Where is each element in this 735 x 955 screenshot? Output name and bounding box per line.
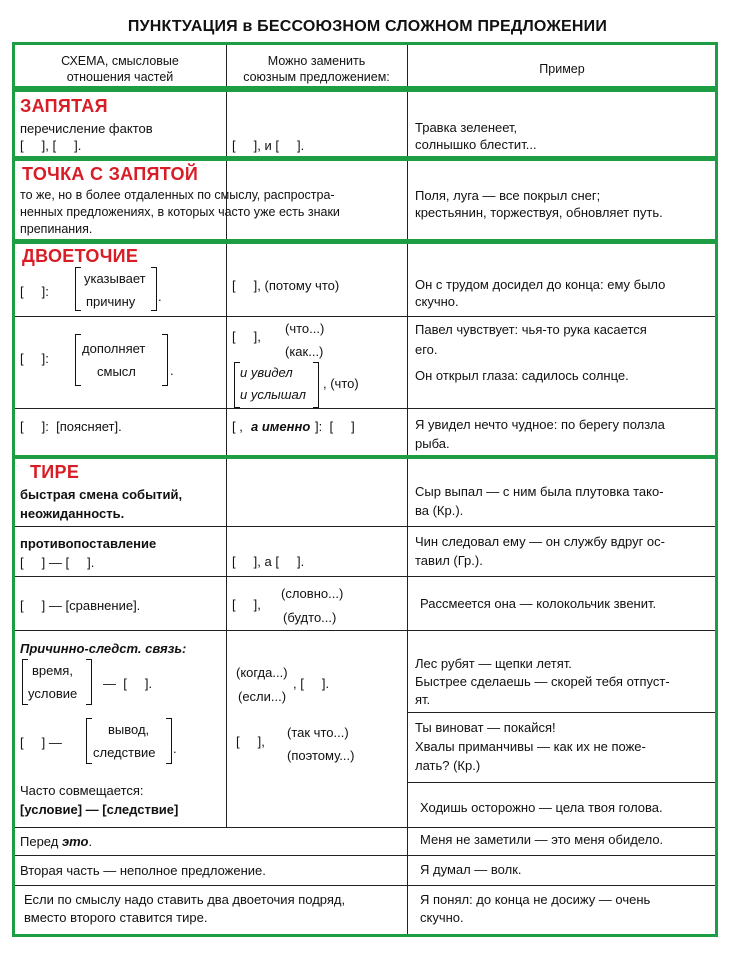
dash-r5-before: [ ] — — [20, 735, 62, 750]
dash-r7-desc — [20, 833, 92, 850]
colon-r3-example-1: Я увидел нечто чудное: по берегу ползла — [415, 417, 665, 432]
dash-title: ТИРЕ — [30, 462, 80, 482]
colon-r2-example-3: Он открыл глаза: садилось солнце. — [415, 368, 629, 383]
dash-r5-example-2: Хвалы приманчивы — как их не поже- — [415, 739, 646, 754]
dash-r5-example-3: лать? (Кр.) — [415, 758, 481, 773]
colon-r3-replace-a: [ , — [232, 419, 243, 434]
dash-r5-bracket-1: вывод, — [108, 722, 150, 737]
dash-r2-example-1: Чин следовал ему — он службу вдруг ос- — [415, 534, 665, 549]
dash-r1-desc-2: неожиданность. — [20, 506, 125, 521]
colon-r3-scheme: [ ]: [поясняет]. — [20, 419, 122, 434]
dash-r2-example-2: тавил (Гр.). — [415, 553, 483, 568]
dash-r1-example-2: ва (Кр.). — [415, 503, 464, 518]
colon-r3-replace-c: ]: [ ] — [315, 419, 355, 434]
colon-r2-replace-f: , (что) — [323, 376, 359, 391]
dash-r6-example: Ходишь осторожно — цела твоя голова. — [420, 800, 663, 815]
colon-r2-example-1: Павел чувствует: чья-то рука касается — [415, 322, 647, 337]
comma-title: ЗАПЯТАЯ — [20, 96, 108, 116]
bracket-right — [313, 362, 319, 408]
dash-r1-example-1: Сыр выпал — с ним была плутовка тако- — [415, 484, 664, 499]
dash-r3-replace-a: [ ], — [232, 597, 261, 612]
dash-r8-desc: Вторая часть — неполное предложение. — [20, 863, 266, 878]
colon-r1-dot: . — [158, 289, 162, 304]
dash-r7-example: Меня не заметили — это меня обидело. — [420, 832, 664, 847]
dash-r4-replace-b: (если...) — [238, 689, 287, 704]
header-col2-line1: Можно заменить — [267, 54, 366, 68]
dash-r2-desc: противопоставление — [20, 536, 157, 551]
bracket-right — [162, 334, 168, 386]
colon-r1-scheme: [ ]: — [20, 284, 49, 299]
dash-r4-bracket-2: условие — [28, 686, 78, 701]
semicolon-example-1: Поля, луга — все покрыл снег; — [415, 188, 601, 203]
colon-r1-bracket-1: указывает — [84, 271, 146, 286]
bracket-right — [166, 718, 172, 764]
semicolon-title: ТОЧКА С ЗАПЯТОЙ — [22, 164, 199, 184]
comma-example-1: Травка зеленеет, — [415, 120, 518, 135]
colon-r1-replace: [ ], (потому что) — [232, 278, 340, 293]
comma-desc: перечисление фактов — [20, 121, 153, 136]
header-col2-line2: союзным предложением: — [243, 70, 390, 84]
dash-r3-example: Рассмеется она — колокольчик звенит. — [420, 596, 657, 611]
colon-r2-replace-e: и услышал — [240, 387, 306, 402]
colon-r2-replace-b: (что...) — [285, 321, 325, 336]
dash-r2-scheme: [ ] — [ ]. — [20, 555, 95, 570]
dash-r7-desc-b: это — [61, 834, 89, 849]
colon-title: ДВОЕТОЧИЕ — [22, 246, 139, 266]
dash-r7-desc-a: Перед — [20, 834, 62, 849]
dash-r5-replace-c: (поэтому...) — [287, 748, 355, 763]
colon-r2-replace-d: и увидел — [240, 365, 293, 380]
dash-r6-desc: Часто совмещается: — [20, 783, 144, 798]
dash-r4-example-1: Лес рубят — щепки летят. — [415, 656, 572, 671]
dash-r4-example-3: ят. — [415, 692, 431, 707]
dash-r5-replace-a: [ ], — [236, 734, 265, 749]
header-col3: Пример — [539, 62, 585, 76]
dash-r9-example-2: скучно. — [420, 910, 464, 925]
bracket-left — [75, 267, 81, 311]
colon-r1-bracket-2: причину — [86, 294, 136, 309]
comma-replace: [ ], и [ ]. — [232, 138, 305, 153]
dash-r4-replace-c: , [ ]. — [293, 676, 330, 691]
dash-r2-replace: [ ], а [ ]. — [232, 554, 305, 569]
header-col1-line2: отношения частей — [66, 70, 174, 84]
colon-r2-replace-a: [ ], — [232, 329, 261, 344]
colon-r2-dot: . — [170, 363, 174, 378]
dash-r4-label: Причинно-следст. связь: — [20, 641, 187, 656]
semicolon-example-2: крестьянин, торжествуя, обновляет путь. — [415, 205, 663, 220]
comma-scheme: [ ], [ ]. — [20, 138, 82, 153]
bracket-right — [151, 267, 157, 311]
semicolon-desc-3: препинания. — [20, 222, 93, 236]
page-title: ПУНКТУАЦИЯ в БЕССОЮЗНОМ СЛОЖНОМ ПРЕДЛОЖЕНИИ — [127, 18, 608, 35]
dash-r7-desc-c: . — [88, 834, 93, 849]
dash-r6-scheme: [условие] — [следствие] — [20, 802, 179, 817]
dash-r4-after: — [ ]. — [103, 676, 153, 691]
bracket-left — [86, 718, 92, 764]
colon-r1-example-1: Он с трудом досидел до конца: ему было — [415, 277, 666, 292]
colon-r2-bracket-2: смысл — [97, 364, 136, 379]
colon-r2-example-2: его. — [415, 342, 438, 357]
colon-r3-replace-b: а именно — [251, 419, 311, 434]
comma-example-2: солнышко блестит... — [415, 137, 537, 152]
dash-r9-example-1: Я понял: до конца не досижу — очень — [420, 892, 651, 907]
header-col1-line1: СХЕМА, смысловые — [61, 54, 179, 68]
dash-r4-replace-a: (когда...) — [236, 665, 288, 680]
colon-r1-example-2: скучно. — [415, 294, 459, 309]
dash-r1-desc-1: быстрая смена событий, — [20, 487, 183, 502]
colon-r2-bracket-1: дополняет — [82, 341, 146, 356]
dash-r5-bracket-2: следствие — [93, 745, 156, 760]
colon-r2-replace-c: (как...) — [285, 344, 324, 359]
bracket-right — [86, 659, 92, 705]
dash-r3-scheme: [ ] — [сравнение]. — [20, 598, 141, 613]
colon-r2-scheme: [ ]: — [20, 351, 49, 366]
dash-r9-desc-2: вместо второго ставится тире. — [24, 910, 208, 925]
dash-r8-example: Я думал — волк. — [420, 862, 522, 877]
semicolon-desc-2: ненных предложениях, в которых часто уже есть знаки — [20, 205, 340, 219]
dash-r3-replace-c: (будто...) — [283, 610, 337, 625]
dash-r9-desc-1: Если по смыслу надо ставить два двоеточия подряд, — [24, 892, 346, 907]
dash-r5-example-1: Ты виноват — покайся! — [415, 720, 556, 735]
dash-r4-bracket-1: время, — [32, 663, 73, 678]
bracket-left — [75, 334, 81, 386]
dash-r4-example-2: Быстрее сделаешь — скорей тебя отпуст- — [415, 674, 670, 689]
colon-r3-example-2: рыба. — [415, 436, 450, 451]
dash-r5-replace-b: (так что...) — [287, 725, 349, 740]
dash-r3-replace-b: (словно...) — [281, 586, 344, 601]
dash-r5-dot: . — [173, 741, 177, 756]
semicolon-desc-1: то же, но в более отдаленных по смыслу, распростра- — [20, 188, 335, 202]
